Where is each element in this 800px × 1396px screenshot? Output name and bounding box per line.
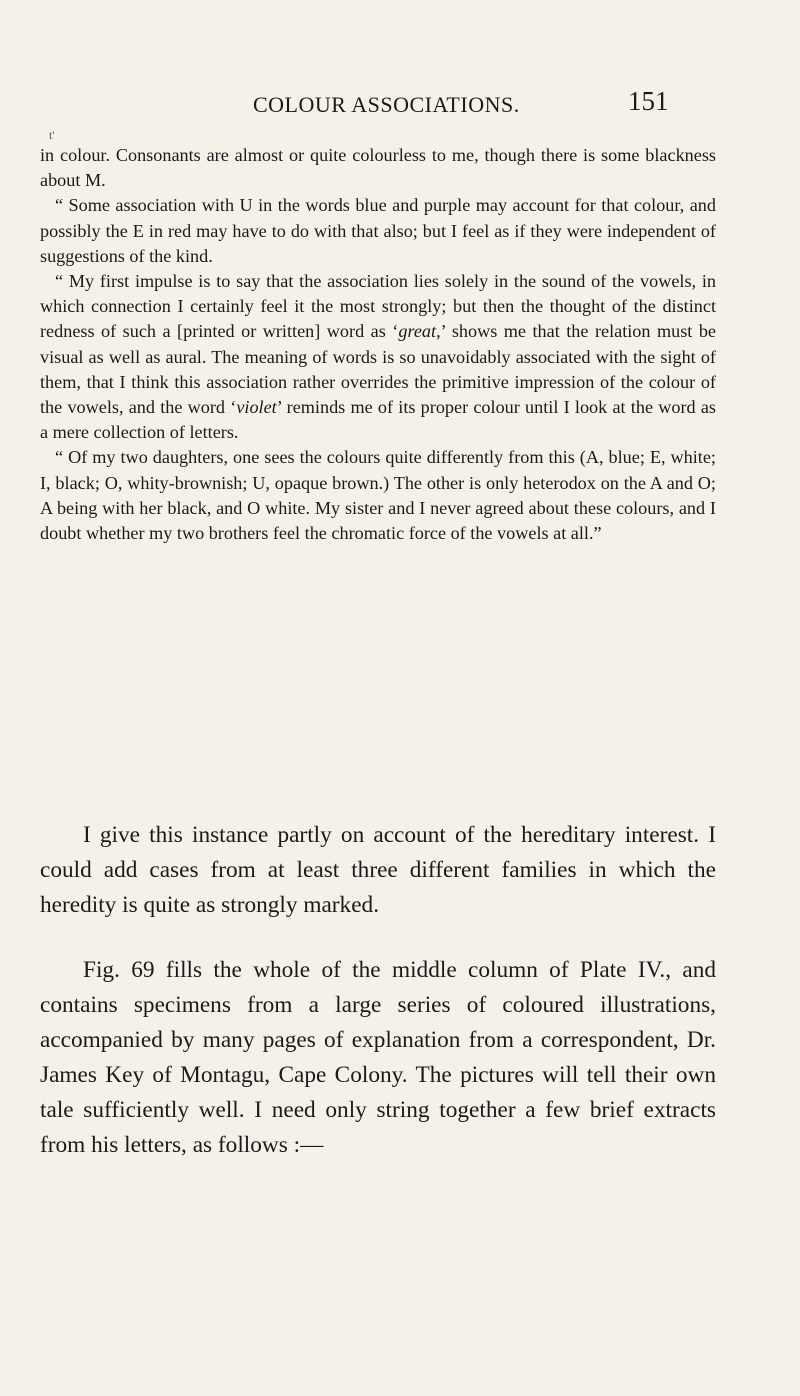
italic-word-great: great xyxy=(398,321,437,342)
quoted-letter xyxy=(40,143,716,546)
running-head xyxy=(0,86,800,128)
quoted-paragraph-3-part-1: “ My first impulse is to say that the association lies solely in the sound of the vowels, in which connection I certainly feel it the most strongly; but then the thought of the distinct redness of such a [printed or written] word as ‘ xyxy=(40,271,716,342)
quoted-paragraph-3-part-3: ’ reminds me of its proper colour until I look at the word as a mere collection of letters. xyxy=(40,397,716,443)
stray-print-mark: t' xyxy=(49,128,55,142)
body-paragraph-1-block xyxy=(40,818,716,923)
body-paragraph-2: Fig. 69 fills the whole of the middle column of Plate IV., and contains specimens from a large series of coloured illustrations, accompanied by many pages of explanation from a correspondent, Dr. James Key of Montagu, Cape Colony. The pictures will tell their own tale sufficiently well. I need only string together a few brief extracts from his letters, as follows :— xyxy=(40,957,716,1158)
quoted-paragraph-1: in colour. Consonants are almost or quite colourless to me, though there is some blackness about M. xyxy=(40,145,716,191)
running-title: COLOUR ASSOCIATIONS. xyxy=(253,92,520,117)
italic-word-violet: violet xyxy=(236,397,277,418)
quoted-paragraph-3-part-2: ,’ shows me that the relation must be visual as well as aural. The meaning of words is so unavoidably associated with the sight of them, that I think this association rather overrides the primitive impression of the colour of the vowels, and the word ‘ xyxy=(40,321,716,418)
body-paragraph-1: I give this instance partly on account of the hereditary interest. I could add cases from at least three different families in which the heredity is quite as strongly marked. xyxy=(40,822,716,918)
quoted-paragraph-3 xyxy=(40,269,716,445)
quoted-paragraph-4: “ Of my two daughters, one sees the colours quite differently from this (A, blue; E, white; I, black; O, whity-brownish; U, opaque brown.) The other is only heterodox on the A and O; A being with her black, and O white. My sister and I never agreed about these colours, and I doubt whether my two brothers feel the chromatic force of the vowels at all.” xyxy=(40,447,716,544)
quoted-paragraph-2: “ Some association with U in the words blue and purple may account for that colour, and possibly the E in red may have to do with that also; but I feel as if they were independent of suggestions of the kind. xyxy=(40,195,716,266)
page-number: 151 xyxy=(628,86,669,116)
body-paragraph-2-block xyxy=(40,953,716,1163)
